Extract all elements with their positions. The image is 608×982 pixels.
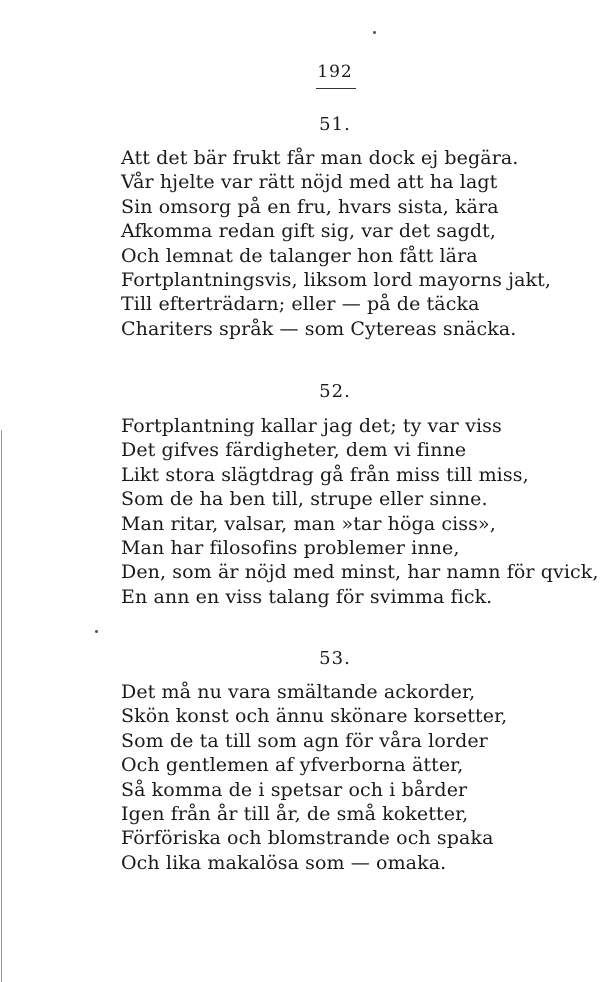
page-number: 192 [317,62,353,82]
verse-line: Vår hjelte var rätt nöjd med att ha lagt [121,171,498,194]
stanza-51 [121,146,608,341]
verse-line: Likt stora slägtdrag gå från miss till miss, [121,463,529,486]
verse-line: Till efterträdarn; eller — på de täcka [121,293,480,316]
verse-line: Fortplantningsvis, liksom lord mayorns jakt, [121,268,551,291]
verse-line: Fortplantning kallar jag det; ty var viss [121,415,502,437]
verse-line: Man har filosofins problemer inne, [121,536,460,559]
verse-line: Och lemnat de talanger hon fått lära [121,244,478,267]
verse-line: Det gifves färdigheter, dem vi finne [121,439,467,462]
stanza-52 [121,414,608,609]
verse-line: Skön konst och ännu skönare korsetter, [121,705,508,728]
verse-line: Den, som är nöjd med minst, har namn för qvick, [121,561,599,584]
verse-line: Det må nu vara smältande ackorder, [121,681,476,703]
ink-speck [95,630,98,633]
verse-line: Som de ha ben till, strupe eller sinne. [121,488,488,511]
verse-line: Förföriska och blomstrande och spaka [121,827,494,850]
stanza-53 [121,680,608,875]
verse-line: Som de ta till som agn för våra lorder [121,729,488,752]
stanza-number: 52. [319,381,351,402]
stanza-number: 51. [319,114,351,135]
stanza-number: 53. [319,648,351,669]
page-number-rule [316,88,356,89]
verse-line: Och lika makalösa som — omaka. [121,851,447,874]
verse-line: Att det bär frukt får man dock ej begära. [121,147,519,169]
ink-speck [373,31,376,34]
verse-line: Och gentlemen af yfverborna ätter, [121,754,464,777]
verse-line: Så komma de i spetsar och i bårder [121,778,468,801]
verse-line: Afkomma redan gift sig, var det sagdt, [121,220,497,243]
page-edge-line [1,430,2,982]
verse-line: Igen från år till år, de små koketter, [121,802,469,825]
verse-line: Chariters språk — som Cytereas snäcka. [121,317,517,340]
verse-line: En ann en viss talang för svimma fick. [121,585,493,608]
verse-line: Sin omsorg på en fru, hvars sista, kära [121,195,499,218]
verse-line: Man ritar, valsar, man »tar höga ciss», [121,512,496,535]
